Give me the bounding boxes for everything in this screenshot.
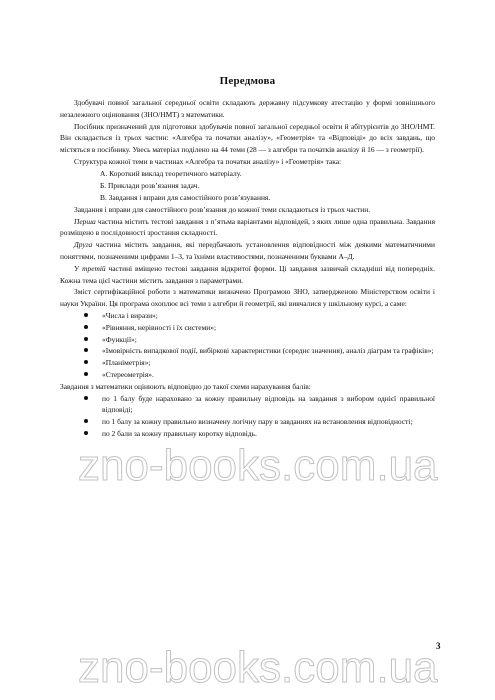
topic-item: «Імовірність випадкової події, вибіркові характеристики (середнє значення), аналіз діаграм та графіків»; bbox=[102, 345, 435, 357]
scoring-item: по 2 бали за кожну правильну коротку відповідь. bbox=[102, 428, 435, 440]
structure-item: В. Завдання і вправи для самостійного розв’язування. bbox=[100, 192, 271, 202]
parts-paragraph-1: Завдання і вправи для самостійного розв’язання до кожної теми складаються із трьох частин. bbox=[74, 204, 371, 214]
intro-paragraph-1: Здобувачі повної загальної середньої освіти складають державну підсумкову атестацію у формі зовнішнього незалежного оцінювання (ЗНО/НМТ) з математики. bbox=[60, 98, 435, 119]
scoring-list bbox=[60, 393, 435, 440]
intro-paragraph-3: Структура кожної теми в частинах «Алгебра та початки аналізу» і «Геометрія» така: bbox=[74, 156, 342, 166]
watermark-text-top: zno-books.com.ua bbox=[78, 441, 438, 490]
bullet-icon bbox=[84, 348, 88, 352]
part-one-label: Перша bbox=[74, 216, 96, 226]
part-two-text: частина містить завдання, які передбачають установлення відповідності між деякими математичними поняттями, позначеними цифрами 1–3, та їхніми властивостями, позначеними буквами А–Д. bbox=[60, 240, 435, 261]
part-one-text: частина містить тестові завдання з п’ятьма варіантами відповідей, з яких лише одна правильна. Завдання розміщено в послідовності зростання складності. bbox=[60, 216, 435, 238]
bullet-icon bbox=[84, 337, 88, 341]
bullet-icon bbox=[84, 419, 88, 423]
program-paragraph: Зміст сертифікаційної роботи з математики визначено Програмою ЗНО, затвердженою Міністерством освіти і науки України. Ця програма охоплює всі теми з алгебри й геометрії, які вивчалися у шкільному курсі, а саме: bbox=[60, 287, 435, 309]
topic-item: «Функції»; bbox=[102, 334, 435, 346]
bullet-icon bbox=[84, 372, 88, 376]
parts-paragraph-3 bbox=[60, 239, 435, 263]
part-three-text: частині вміщено тестові завдання відкритої форми. Ці завдання зазвичай складніші від попередніх. Кожна тема цієї частини містить завдання з параметрами. bbox=[60, 263, 435, 285]
page-number: 3 bbox=[436, 641, 441, 651]
bullet-icon bbox=[84, 313, 88, 317]
parts-paragraph-2 bbox=[60, 216, 435, 240]
bullet-icon bbox=[84, 325, 88, 329]
watermark-text-bottom: zno-books.com.ua bbox=[78, 643, 438, 692]
topic-item: «Числа і вирази»; bbox=[102, 310, 435, 322]
part-three-label: третій bbox=[82, 263, 106, 273]
page-content bbox=[60, 97, 435, 440]
part-two-label: Друга bbox=[74, 240, 93, 250]
part-three-prefix: У bbox=[74, 263, 83, 273]
bullet-icon bbox=[84, 396, 88, 400]
topics-list bbox=[60, 310, 435, 381]
topic-item: «Стереометрія». bbox=[102, 369, 435, 381]
structure-list bbox=[100, 168, 435, 204]
watermark bbox=[78, 432, 438, 692]
page-title: Передмова bbox=[219, 75, 276, 87]
bullet-icon bbox=[84, 431, 88, 435]
topic-item: «Планіметрія»; bbox=[102, 357, 435, 369]
structure-item: Б. Приклади розв’язання задач. bbox=[100, 180, 200, 190]
intro-paragraph-2: Посібник призначений для підготовки здобувачів повної загальної середньої освіти й абітурієнтів до ЗНО/НМТ. Він складається із трьох частин: «Алгебра та початки аналізу», «Геометрія» та «Відповіді» до всіх завдань, що містяться в посібнику. Увесь матеріал поділено на 44 теми (28 — з алгебри та початків аналізу й 16 — з геометрії). bbox=[60, 121, 435, 155]
scoring-intro: Завдання з математики оцінюють відповідно до такої схеми нарахування балів: bbox=[60, 381, 311, 391]
structure-item: А. Короткий виклад теоретичного матеріалу. bbox=[100, 168, 242, 178]
topic-item: «Рівняння, нерівності і їх системи»; bbox=[102, 322, 435, 334]
bullet-icon bbox=[84, 360, 88, 364]
parts-paragraph-4 bbox=[60, 263, 435, 287]
scoring-item: по 1 балу буде нараховано за кожну правильну відповідь на завдання з вибором однієї правильної відповіді; bbox=[102, 393, 435, 417]
scoring-item: по 1 балу за кожну правильно визначену логічну пару в завданнях на встановлення відповідності; bbox=[102, 416, 435, 428]
